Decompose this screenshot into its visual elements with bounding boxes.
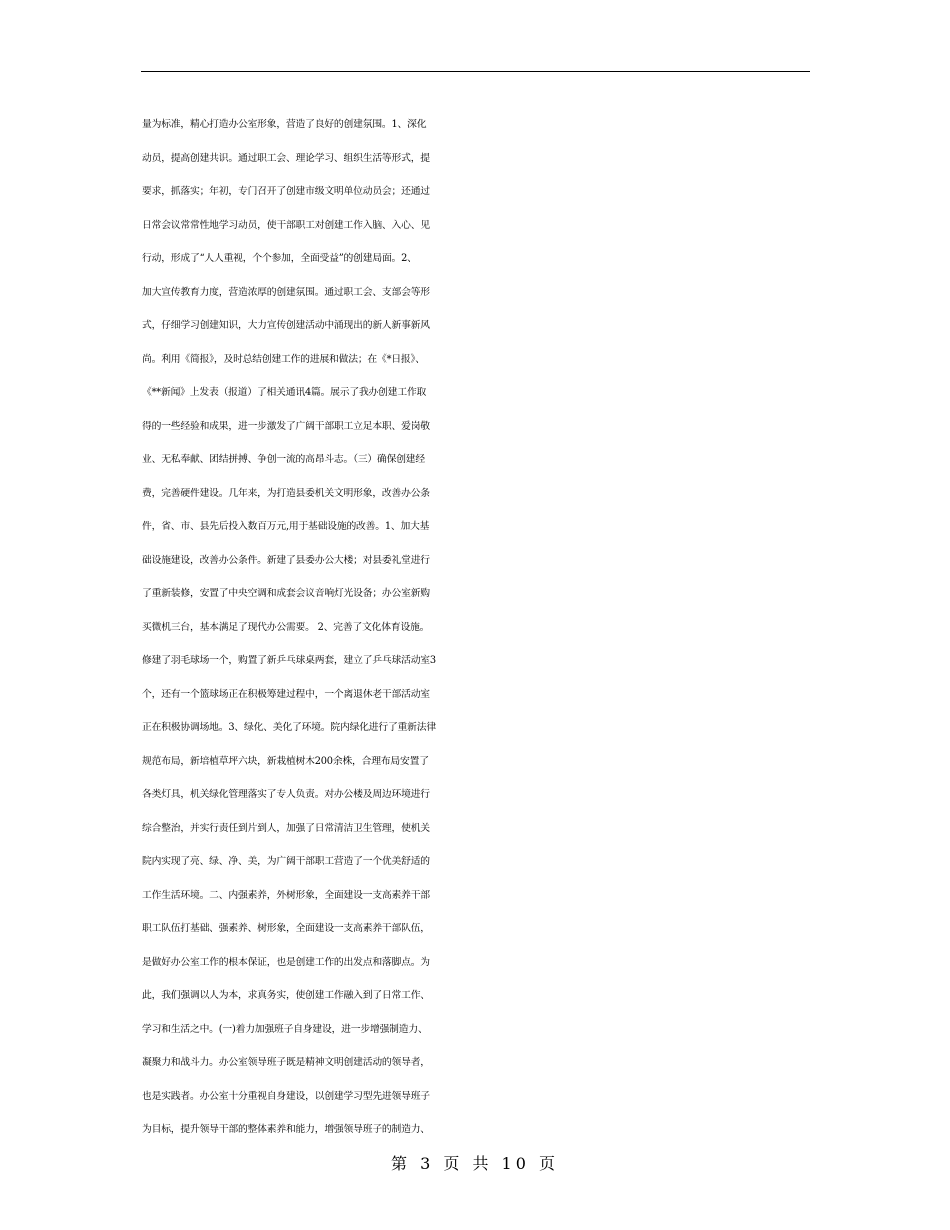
body-text: [142, 108, 822, 1147]
text-line: 凝聚力和战斗力。办公室领导班子既是精神文明创建活动的领导者，: [142, 1057, 430, 1068]
text-line: 是做好办公室工作的根本保证，也是创建工作的出发点和落脚点。为: [142, 956, 430, 968]
text-line: 式，仔细学习创建知识，大力宣传创建活动中涌现出的新人新事新风: [142, 320, 430, 331]
text-line: 正在积极协调场地。3、绿化、美化了环境。院内绿化进行了重新法律: [142, 722, 436, 733]
text-line: 院内实现了亮、绿、净、美，为广阔干部职工营造了一个优美舒适的: [142, 856, 430, 867]
text-line: 日常会议常常性地学习动员，使干部职工对创建工作入脑、入心、见: [142, 219, 430, 231]
text-line: 学习和生活之中。(一)着力加强班子自身建设，进一步增强制造力、: [142, 1023, 428, 1035]
text-line: 础设施建设，改善办公条件。新建了县委办公大楼；对县委礼堂进行: [142, 554, 430, 566]
text-line: 买微机三台，基本满足了现代办公需要。 2、完善了文化体育设施。: [142, 621, 430, 633]
text-line: 各类灯具，机关绿化管理落实了专人负责。对办公楼及周边环境进行: [142, 789, 430, 800]
text-line: 为目标，提升领导干部的整体素养和能力，增强领导班子的制造力、: [142, 1124, 430, 1135]
text-line: 费，完善硬件建设。几年来，为打造县委机关文明形象，改善办公条: [142, 487, 430, 499]
text-line: 职工队伍打基础、强素养、树形象，全面建设一支高素养干部队伍，: [142, 923, 430, 934]
text-line: 工作生活环境。二、内强素养，外树形象，全面建设一支高素养干部: [142, 889, 430, 901]
page-number-footer: 第 3 页 共 10 页: [391, 1154, 559, 1173]
text-line: 得的一些经验和成果，进一步激发了广阔干部职工立足本职、爱岗敬: [142, 420, 430, 432]
text-line: 修建了羽毛球场一个，购置了新乒乓球桌两套，建立了乒乓球活动室3: [142, 655, 436, 666]
text-line: 《**新闻》上发表（报道）了相关通讯4篇。展示了我办创建工作取: [142, 387, 427, 398]
text-line: 规范布局，新培植草坪六块，新栽植树木200余株，合理布局安置了: [142, 755, 429, 767]
text-line: 也是实践者。办公室十分重视自身建设，以创建学习型先进领导班子: [142, 1090, 430, 1102]
text-line: 业、无私奉献、团结拼搏、争创一流的高昂斗志。（三）确保创建经: [142, 454, 426, 465]
text-line: 量为标准，精心打造办公室形象，营造了良好的创建氛围。1、深化: [142, 119, 427, 130]
text-line: 个，还有一个篮球场正在积极筹建过程中，一个离退休老干部活动室: [142, 688, 430, 700]
text-line: 动员，提高创建共识。通过职工会、理论学习、组织生活等形式，提: [142, 152, 430, 164]
text-line: 要求，抓落实；年初，专门召开了创建市级文明单位动员会；还通过: [142, 186, 430, 197]
text-line: 了重新装修，安置了中央空调和成套会议音响灯光设备；办公室新购: [142, 588, 430, 599]
text-line: 综合整治，并实行责任到片到人，加强了日常清洁卫生管理，使机关: [142, 822, 430, 834]
text-line: 件，省、市、县先后投入数百万元,用于基础设施的改善。1、加大基: [142, 521, 430, 532]
text-line: 行动，形成了“人人重视，个个参加，全面受益”的创建局面。2、: [142, 253, 417, 264]
text-line: 尚。利用《简报》，及时总结创建工作的进展和做法；在《*日报》、: [142, 353, 425, 365]
header-rule: [141, 71, 810, 72]
text-line: 加大宣传教育力度，营造浓厚的创建氛围。通过职工会、支部会等形: [142, 286, 430, 298]
text-line: 此，我们强调以人为本，求真务实，使创建工作融入到了日常工作、: [142, 990, 430, 1001]
